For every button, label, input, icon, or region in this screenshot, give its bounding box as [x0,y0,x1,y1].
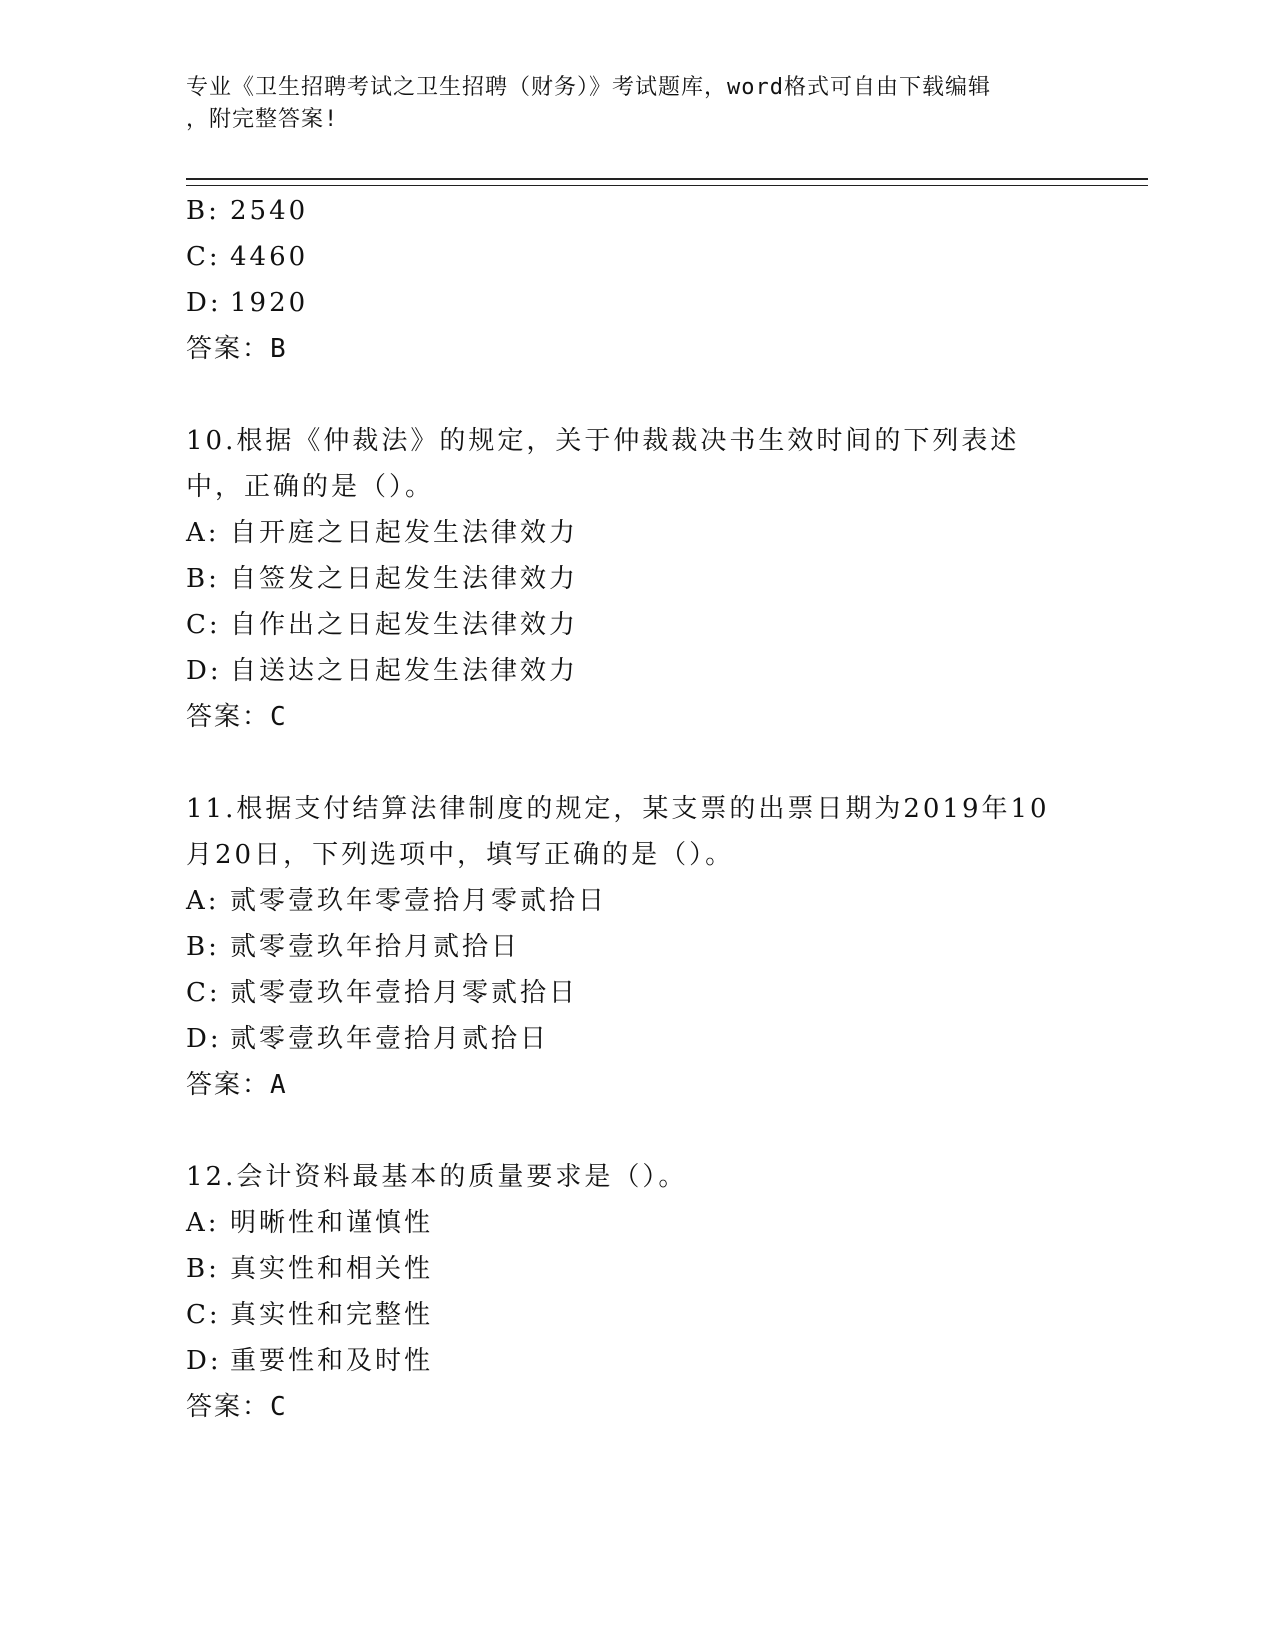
answer-value: C [270,702,288,732]
option-a [186,1200,1086,1246]
option-label: C: [186,1300,221,1330]
option-label: C: [186,242,221,272]
option-d [186,1016,1086,1062]
option-label: B: [186,196,220,226]
answer-label: 答案： [186,702,271,732]
option-label: A: [186,518,220,548]
question-10 [186,418,1086,740]
option-text: 2540 [230,196,309,226]
option-c [186,1292,1086,1338]
option-c [186,602,1086,648]
answer-label: 答案： [186,1070,271,1100]
option-label: A: [186,886,220,916]
option-c [186,234,1086,280]
option-label: B: [186,932,220,962]
option-text: 自开庭之日起发生法律效力 [230,518,579,548]
option-text: 贰零壹玖年拾月贰拾日 [230,932,521,962]
option-a [186,510,1086,556]
header-title-line-2: ，附完整答案! [186,107,339,132]
option-label: D: [186,656,222,686]
option-d [186,280,1086,326]
option-label: C: [186,610,221,640]
question-text: 10.根据《仲裁法》的规定，关于仲裁裁决书生效时间的下列表述中，正确的是（）。 [186,426,1020,502]
answer-line [186,694,1086,740]
question-12 [186,1154,1086,1430]
option-label: A: [186,1208,220,1238]
option-text: 贰零壹玖年零壹拾月零贰拾日 [230,886,608,916]
option-a [186,878,1086,924]
question-text: 11.根据支付结算法律制度的规定，某支票的出票日期为2019年10月20日，下列选项中，填写正确的是（）。 [186,794,1050,870]
option-b [186,556,1086,602]
option-text: 自作出之日起发生法律效力 [230,610,579,640]
option-text: 重要性和及时性 [230,1346,434,1376]
option-text: 4460 [230,242,309,272]
option-text: 自签发之日起发生法律效力 [230,564,579,594]
answer-value: C [270,1392,288,1422]
option-c [186,970,1086,1016]
option-label: B: [186,564,220,594]
option-d [186,1338,1086,1384]
question-11 [186,786,1086,1108]
previous-question-tail [186,188,1086,372]
option-text: 1920 [230,288,309,318]
option-text: 真实性和完整性 [230,1300,434,1330]
option-d [186,648,1086,694]
answer-label: 答案： [186,334,271,364]
option-label: C: [186,978,221,1008]
option-label: D: [186,1024,222,1054]
option-text: 贰零壹玖年壹拾月零贰拾日 [230,978,579,1008]
option-label: D: [186,288,222,318]
option-text: 自送达之日起发生法律效力 [230,656,579,686]
option-label: D: [186,1346,222,1376]
answer-line [186,1384,1086,1430]
answer-label: 答案： [186,1392,271,1422]
answer-line [186,326,1086,372]
option-text: 真实性和相关性 [230,1254,434,1284]
header-title-line-1: 专业《卫生招聘考试之卫生招聘（财务）》考试题库，word格式可自由下载编辑 [186,75,991,100]
answer-line [186,1062,1086,1108]
answer-value: B [270,334,288,364]
option-text: 明晰性和谨慎性 [230,1208,434,1238]
question-text: 12.会计资料最基本的质量要求是（）。 [186,1162,688,1192]
option-b [186,1246,1086,1292]
option-b [186,188,1086,234]
question-list [186,188,1086,1430]
option-text: 贰零壹玖年壹拾月贰拾日 [230,1024,550,1054]
option-b [186,924,1086,970]
answer-value: A [270,1070,288,1100]
option-label: B: [186,1254,220,1284]
page-header [186,72,1066,136]
header-divider [186,178,1148,186]
